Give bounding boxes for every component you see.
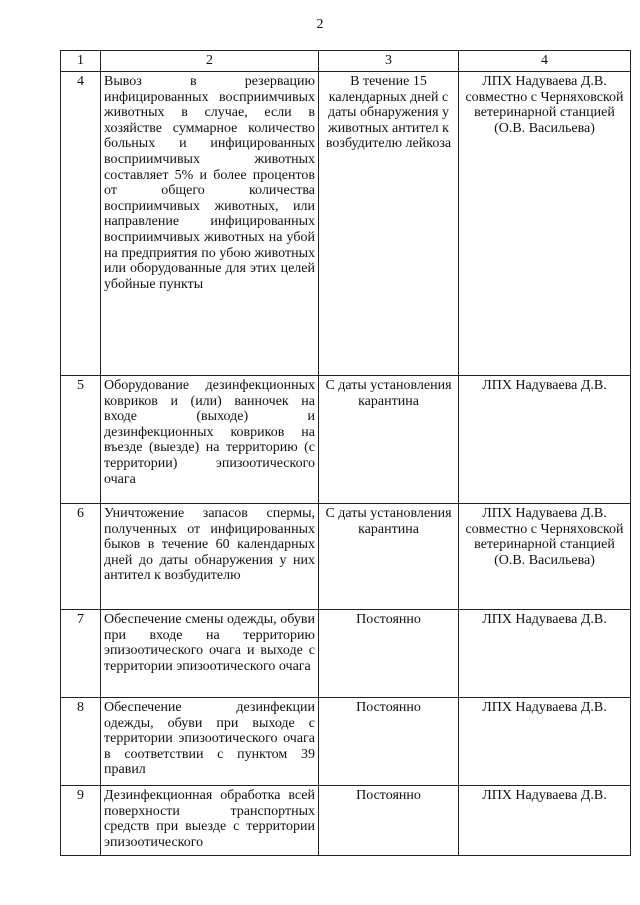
table-row bbox=[61, 376, 631, 504]
row-term: Постоянно bbox=[319, 610, 459, 698]
row-action: Вывоз в резервацию инфицированных восприимчивых животных в случае, если в хозяйстве суммарное количество больных и инфицированных восприимчивых животных составляет 5% и более процентов от общего количества восприимчивых животных, или направление инфицированных восприимчивых животных на убой на предприятия по убою животных или оборудованные для этих целей убойные пункты bbox=[101, 72, 319, 376]
page-number: 2 bbox=[316, 17, 324, 32]
column-header: 2 bbox=[101, 51, 319, 72]
row-term: В течение 15 календарных дней с даты обнаружения у животных антител к возбудителю лейкоза bbox=[319, 72, 459, 376]
row-responsible: ЛПХ Надуваева Д.В. bbox=[459, 698, 631, 786]
measures-table bbox=[60, 50, 631, 856]
column-header: 3 bbox=[319, 51, 459, 72]
row-number: 7 bbox=[61, 610, 101, 698]
table-row bbox=[61, 72, 631, 376]
table-row bbox=[61, 504, 631, 610]
row-action: Уничтожение запасов спермы, полученных от инфицированных быков в течение 60 календарных дней до даты обнаружения у них антител к возбудителю bbox=[101, 504, 319, 610]
row-term: Постоянно bbox=[319, 786, 459, 856]
row-responsible: ЛПХ Надуваева Д.В. bbox=[459, 376, 631, 504]
row-number: 5 bbox=[61, 376, 101, 504]
column-header: 4 bbox=[459, 51, 631, 72]
table-row bbox=[61, 786, 631, 856]
row-responsible: ЛПХ Надуваева Д.В. совместно с Черняховской ветеринарной станцией (О.В. Васильева) bbox=[459, 72, 631, 376]
row-responsible: ЛПХ Надуваева Д.В. совместно с Черняховской ветеринарной станцией (О.В. Васильева) bbox=[459, 504, 631, 610]
row-term: Постоянно bbox=[319, 698, 459, 786]
row-term: С даты установления карантина bbox=[319, 376, 459, 504]
row-number: 4 bbox=[61, 72, 101, 376]
table-row bbox=[61, 698, 631, 786]
row-action: Обеспечение смены одежды, обуви при входе на территорию эпизоотического очага и выходе с территории эпизоотического очага bbox=[101, 610, 319, 698]
table-row bbox=[61, 610, 631, 698]
row-number: 9 bbox=[61, 786, 101, 856]
row-term: С даты установления карантина bbox=[319, 504, 459, 610]
row-number: 6 bbox=[61, 504, 101, 610]
row-action: Оборудование дезинфекционных ковриков и (или) ванночек на входе (выходе) и дезинфекционных ковриков на въезде (выезде) на территорию (с территории) эпизоотического очага bbox=[101, 376, 319, 504]
row-number: 8 bbox=[61, 698, 101, 786]
column-header: 1 bbox=[61, 51, 101, 72]
table-header-row bbox=[61, 51, 631, 72]
row-responsible: ЛПХ Надуваева Д.В. bbox=[459, 786, 631, 856]
row-action: Дезинфекционная обработка всей поверхности транспортных средств при выезде с территории эпизоотического bbox=[101, 786, 319, 856]
row-action: Обеспечение дезинфекции одежды, обуви при выходе с территории эпизоотического очага в соответствии с пунктом 39 правил bbox=[101, 698, 319, 786]
row-responsible: ЛПХ Надуваева Д.В. bbox=[459, 610, 631, 698]
